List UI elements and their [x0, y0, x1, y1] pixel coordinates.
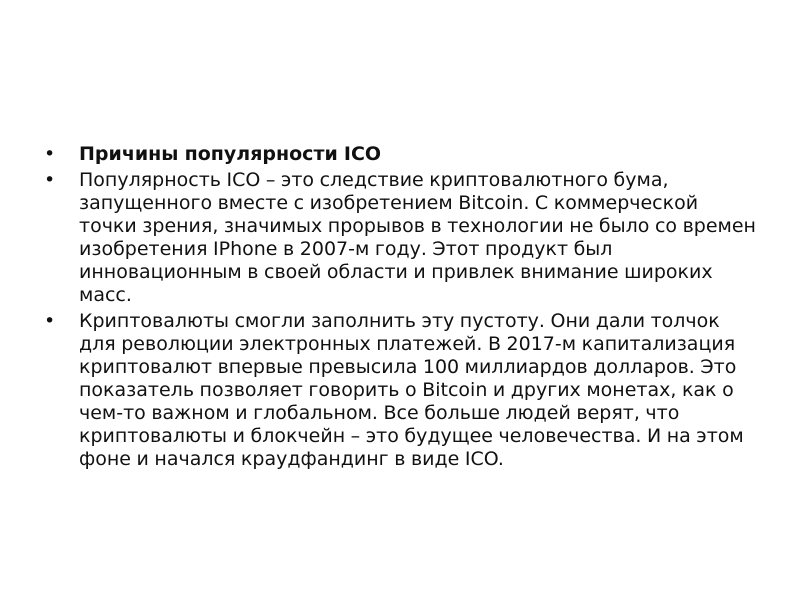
- bullet-text: Популярность ICO – это следствие криптовалютного бума, запущенного вместе с изобретением Bitcoin. С коммерческой точки зрения, значимых прорывов в технологии не было со времен изобретения IPhone в 2007-м году. Этот продукт был инновационным в своей области и привлек внимание широких масс.: [79, 169, 756, 306]
- bullet-text: Криптовалюты смогли заполнить эту пустоту. Они дали толчок для революции электронных платежей. В 2017-м капитализация криптовалют впервые превысила 100 миллиардов долларов. Это показатель позволяет говорить о Bitcoin и других монетах, как о чем-то важном и глобальном. Все больше людей верят, что криптовалюты и блокчейн – это будущее человечества. И на этом фоне и начался краудфандинг в виде ICO.: [79, 310, 744, 470]
- bullet-list: [44, 143, 760, 474]
- bullet-heading: [44, 143, 760, 166]
- bullet-dot-icon: •: [44, 310, 56, 332]
- bullet-paragraph: [44, 169, 760, 307]
- bullet-text: Причины популярности ICO: [79, 143, 382, 165]
- bullet-dot-icon: •: [44, 169, 56, 191]
- bullet-paragraph: [44, 310, 760, 471]
- bullet-dot-icon: •: [44, 143, 56, 165]
